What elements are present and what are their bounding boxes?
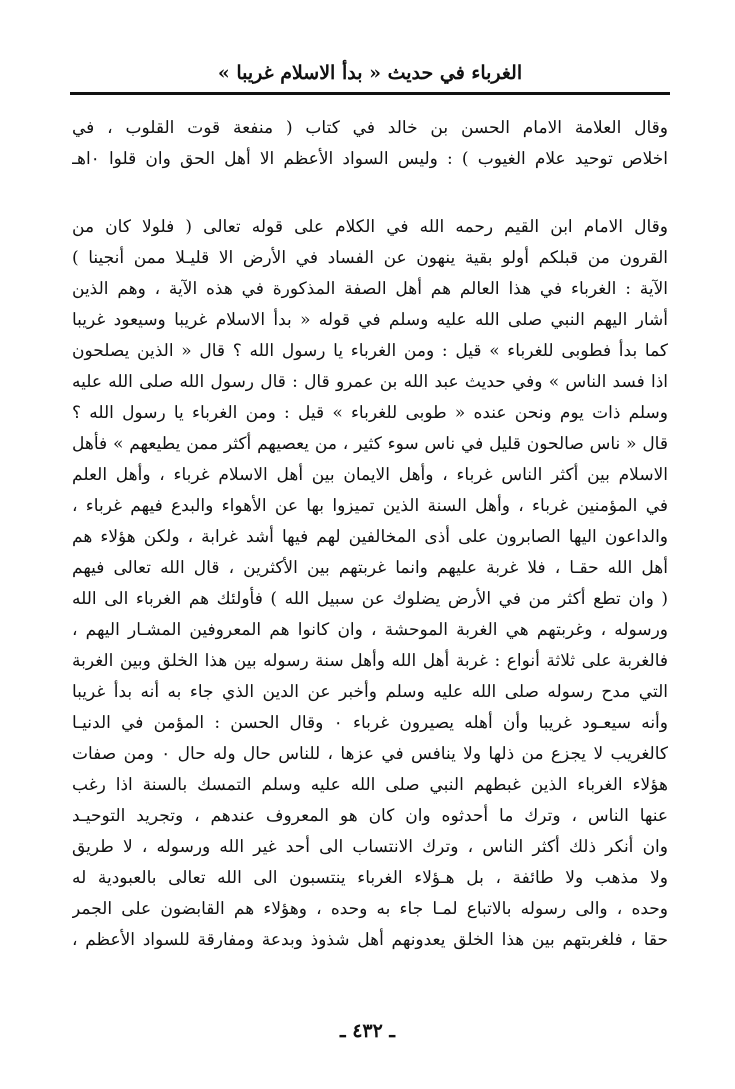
text-line: قال « ناس صالحون قليل في ناس سوء كثير ، من يعصيهم أكثر ممن يطيعهم » فأهل [72, 434, 668, 454]
text-line: أشار اليهم النبي صلى الله عليه وسلم في قوله « بدأ الاسلام غريبا وسيعود غريبا [72, 310, 668, 330]
text-line: ولا مذهب ولا طائفة ، بل هـؤلاء الغرباء ينتسبون الى الله تعالى بالعبودية له [72, 868, 668, 888]
text-line: القرون من قبلكم أولو بقية ينهون عن الفساد في الأرض الا قليـلا ممن أنجينا ) [72, 248, 668, 268]
text-line: ( وان تطع أكثر من في الأرض يضلوك عن سبيل الله ) فأولئك هم الغرباء الى الله [72, 589, 668, 609]
text-line: في المؤمنين غرباء ، وأهل السنة الذين تميزوا بها عن الأهواء والبدع فيهم غرباء ، [72, 496, 668, 516]
paragraph-1 [72, 113, 668, 175]
text-line: كما بدأ فطوبى للغرباء » قيل : ومن الغرباء يا رسول الله ؟ قال « الذين يصلحون [72, 341, 668, 361]
running-header: الغرباء في حديث « بدأ الاسلام غريبا » [217, 62, 523, 84]
text-line: اذا فسد الناس » وفي حديث عبد الله بن عمرو قال : قال رسول الله صلى الله عليه [72, 372, 668, 392]
text-line: ورسوله ، وغربتهم هي الغربة الموحشة ، وان كانوا هم المعروفين المشـار اليهم ، [72, 620, 668, 640]
text-line: كالغريب لا يجزع من ذلها ولا ينافس في عزها ، للناس حال وله حال ٠ ومن صفات [72, 744, 668, 764]
text-line: وان أنكر ذلك أكثر الناس ، وترك الانتساب الى أحد غير الله ورسوله ، لا طريق [72, 837, 668, 857]
text-line: وسلم ذات يوم ونحن عنده « طوبى للغرباء » قيل : ومن الغرباء يا رسول الله ؟ [72, 403, 668, 423]
text-line: وقال الامام ابن القيم رحمه الله في الكلام على قوله تعالى ( فلولا كان من [72, 217, 668, 237]
page-number: ـ ٤٣٢ ـ [340, 1020, 395, 1042]
text-line: اخلاص توحيد علام الغيوب ) : وليس السواد الأعظم الا أهل الحق وان قلوا ٠اهـ [72, 149, 668, 169]
text-line: والداعون اليها الصابرون على أذى المخالفين لهم فيها أشد غرابة ، ولكن هؤلاء هم [72, 527, 668, 547]
text-line: حقا ، فلغربتهم بين هذا الخلق يعدونهم أهل شذوذ وبدعة ومفارقة للسواد الأعظم ، [72, 930, 668, 950]
paragraph-2 [72, 212, 668, 956]
text-line: عنها الناس ، وترك ما أحدثوه وان كان هو المعروف عندهم ، وتجريد التوحيـد [72, 806, 668, 826]
text-line: وأنه سيعـود غريبا وأن أهله يصيرون غرباء ٠ وقال الحسن : المؤمن في الدنيـا [72, 713, 668, 733]
text-line: أهل الله حقـا ، فلا غربة عليهم وانما غربتهم بين الأكثرين ، قال الله تعالى فيهم [72, 558, 668, 578]
text-line: وحده ، والى رسوله بالاتباع لمـا جاء به وحده ، وهؤلاء هم القابضون على الجمر [72, 899, 668, 919]
header-rule [70, 92, 670, 95]
text-line: هؤلاء الغرباء الذين غبطهم النبي صلى الله عليه وسلم التمسك بالسنة اذا رغب [72, 775, 668, 795]
text-line: فالغربة على ثلاثة أنواع : غربة أهل الله وأهل سنة رسوله بين هذا الخلق وبين الغربة [72, 651, 668, 671]
text-line: التي مدح رسوله صلى الله عليه وسلم وأخبر عن الدين الذي جاء به أنه بدأ غريبا [72, 682, 668, 702]
text-line: وقال العلامة الامام الحسن بن خالد في كتاب ( منفعة قوت القلوب ، في [72, 118, 668, 138]
text-line: الآية : الغرباء في هذا العالم هم أهل الصفة المذكورة في هذه الآية ، وهم الذين [72, 279, 668, 299]
text-line: الاسلام بين أكثر الناس غرباء ، وأهل الايمان بين أهل الاسلام غرباء ، وأهل العلم [72, 465, 668, 485]
body-text [72, 113, 668, 956]
